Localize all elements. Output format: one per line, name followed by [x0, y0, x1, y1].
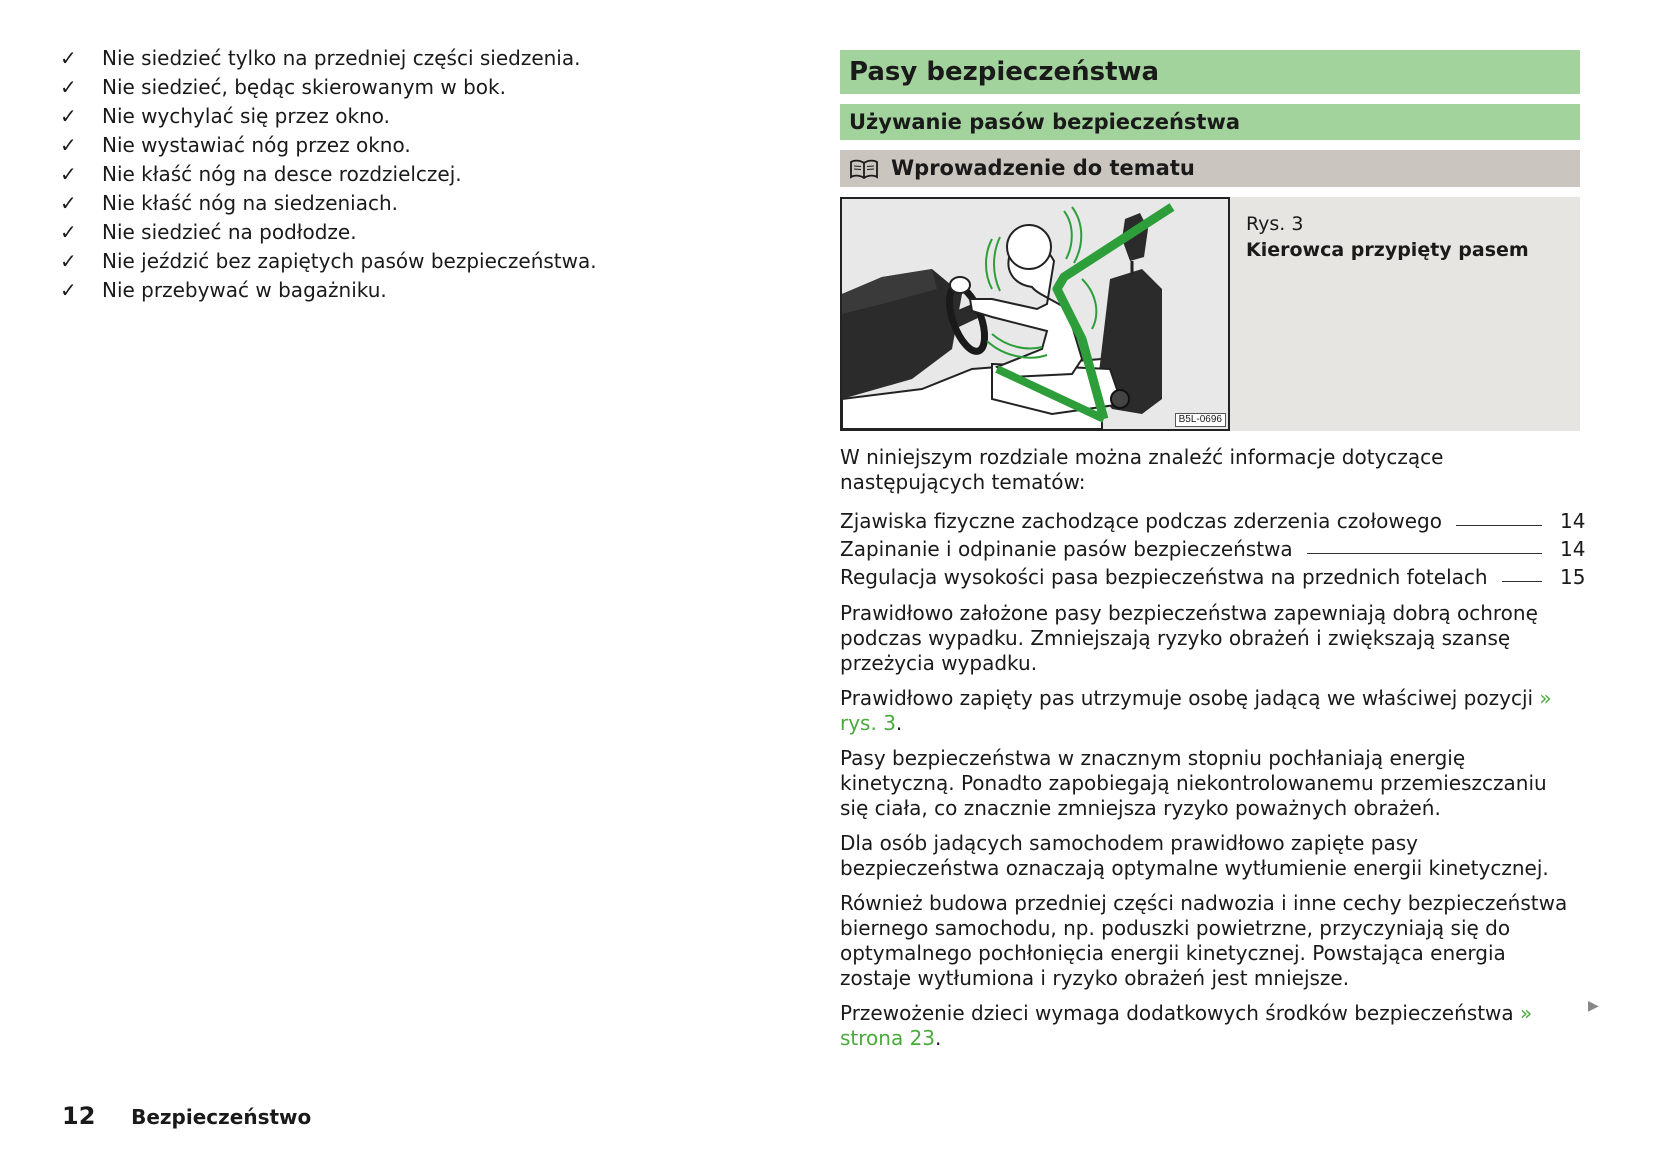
checklist-item-text: Nie jeździć bez zapiętych pasów bezpieczeństwa. — [102, 249, 597, 273]
paragraph-children — [840, 1001, 1580, 1051]
topic-label: Regulacja wysokości pasa bezpieczeństwa na przednich fotelach — [840, 565, 1488, 589]
figure-reference-link[interactable]: » rys. 3 — [840, 686, 1552, 735]
checklist-item — [60, 160, 760, 189]
figure-3 — [840, 197, 1580, 431]
paragraph-position-text: Prawidłowo zapięty pas utrzymuje osobę jadącą we właściwej pozycji — [840, 686, 1540, 710]
topic-page-number: 15 — [1560, 565, 1586, 589]
checkmark-icon: ✓ — [60, 191, 77, 215]
checkmark-icon: ✓ — [60, 104, 77, 128]
book-icon — [849, 159, 879, 179]
figure-title: Kierowca przypięty pasem — [1246, 239, 1529, 261]
section-heading: Używanie pasów bezpieczeństwa — [840, 104, 1580, 140]
safety-checklist — [60, 44, 760, 305]
checklist-item-text: Nie wystawiać nóg przez okno. — [102, 133, 411, 157]
checkmark-icon: ✓ — [60, 278, 77, 302]
checklist-item — [60, 44, 760, 73]
topic-row[interactable] — [840, 563, 1586, 591]
subsection-heading — [840, 150, 1580, 187]
safety-checklist-column — [60, 44, 760, 305]
paragraph-passive-safety: Również budowa przedniej części nadwozia i inne cechy bezpieczeństwa biernego samochodu, np. poduszki powietrzne, przyczyniają się do optymalnego pochłonięcia energii kinetycznej. Powstająca energia zostaje wytłumiona i ryzyko obrażeń jest mniejsze. — [840, 891, 1568, 990]
page-number: 12 — [62, 1102, 96, 1130]
paragraph-children-end: . — [935, 1026, 942, 1050]
paragraph-position-end: . — [895, 711, 903, 735]
checklist-item-text: Nie siedzieć tylko na przedniej części siedzenia. — [102, 46, 581, 70]
paragraph-protection: Prawidłowo założone pasy bezpieczeństwa zapewniają dobrą ochronę podczas wypadku. Zmniejszają ryzyko obrażeń i zwiększają szansę przeżycia wypadku. — [840, 601, 1538, 675]
checkmark-icon: ✓ — [60, 133, 77, 157]
paragraph-damping: Dla osób jadących samochodem prawidłowo zapięte pasy bezpieczeństwa oznaczają optymalne wytłumienie energii kinetycznej. — [840, 831, 1549, 880]
intro-paragraph: W niniejszym rozdziale można znaleźć informacje dotyczące następujących tematów: — [840, 445, 1444, 494]
figure-code: B5L-0696 — [1175, 413, 1226, 427]
checklist-item-text: Nie kłaść nóg na siedzeniach. — [102, 191, 399, 215]
topic-page-number: 14 — [1560, 537, 1586, 561]
topic-list — [840, 507, 1586, 591]
checklist-item — [60, 218, 760, 247]
topic-label: Zjawiska fizyczne zachodzące podczas zderzenia czołowego — [840, 509, 1442, 533]
driver-seatbelt-illustration — [840, 197, 1230, 431]
figure-label: Rys. 3 — [1246, 213, 1304, 235]
topic-leader-line — [1307, 552, 1542, 554]
topic-leader-line — [1456, 524, 1542, 526]
checklist-item — [60, 102, 760, 131]
continue-arrow-icon: ▶ — [1588, 998, 1599, 1014]
topic-row[interactable] — [840, 535, 1586, 563]
checkmark-icon: ✓ — [60, 162, 77, 186]
footer-section-name: Bezpieczeństwo — [131, 1105, 312, 1129]
checklist-item — [60, 189, 760, 218]
checklist-item-text: Nie siedzieć na podłodze. — [102, 220, 357, 244]
seatbelt-section — [840, 50, 1586, 1061]
paragraph-position — [840, 686, 1580, 736]
checkmark-icon: ✓ — [60, 220, 77, 244]
chapter-heading: Pasy bezpieczeństwa — [840, 50, 1580, 94]
checklist-item-text: Nie wychylać się przez okno. — [102, 104, 390, 128]
checklist-item-text: Nie przebywać w bagażniku. — [102, 278, 387, 302]
checkmark-icon: ✓ — [60, 249, 77, 273]
paragraph-energy: Pasy bezpieczeństwa w znacznym stopniu pochłaniają energię kinetyczną. Ponadto zapobiegają niekontrolowanemu przemieszczaniu się ciała, co znacznie zmniejsza ryzyko poważnych obrażeń. — [840, 746, 1547, 820]
checklist-item — [60, 131, 760, 160]
checklist-item — [60, 73, 760, 102]
figure-caption — [1230, 197, 1545, 431]
topic-label: Zapinanie i odpinanie pasów bezpieczeństwa — [840, 537, 1293, 561]
topic-leader-line — [1502, 580, 1542, 582]
checkmark-icon: ✓ — [60, 75, 77, 99]
topic-row[interactable] — [840, 507, 1586, 535]
checkmark-icon: ✓ — [60, 46, 77, 70]
checklist-item-text: Nie siedzieć, będąc skierowanym w bok. — [102, 75, 506, 99]
topic-page-number: 14 — [1560, 509, 1586, 533]
subsection-heading-text: Wprowadzenie do tematu — [891, 156, 1195, 180]
paragraph-children-text: Przewożenie dzieci wymaga dodatkowych środków bezpieczeństwa — [840, 1001, 1520, 1025]
page-footer — [62, 1102, 311, 1130]
checklist-item — [60, 247, 760, 276]
checklist-item-text: Nie kłaść nóg na desce rozdzielczej. — [102, 162, 462, 186]
checklist-item — [60, 276, 760, 305]
page-reference-link[interactable]: » strona 23 — [840, 1001, 1533, 1050]
